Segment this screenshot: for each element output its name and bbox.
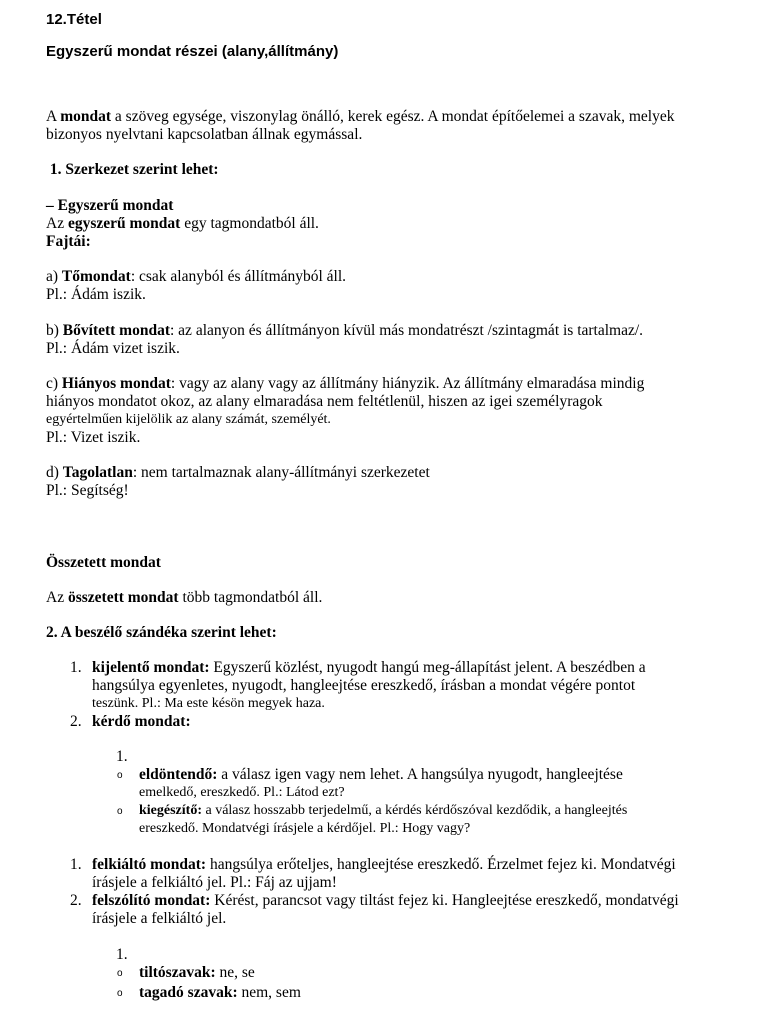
- list-number: 2.: [70, 892, 82, 909]
- intro-text: a szöveg egysége, viszonylag önálló, kerek egész. A mondat építőelemei a szavak, melyek: [111, 108, 675, 125]
- item-d: [46, 464, 430, 482]
- item-c-marker: c): [46, 375, 62, 392]
- item-a-marker: a): [46, 268, 62, 285]
- declarative-text: Egyszerű közlést, nyugodt hangú meg-állapítást jelent. A beszédben a: [209, 659, 646, 676]
- intro-line-2: bizonyos nyelvtani kapcsolatban állnak egymással.: [46, 126, 363, 143]
- prohibitive-words-text: ne, se: [215, 964, 255, 981]
- intro-text: A: [46, 108, 61, 125]
- compound-def-text: Az: [46, 589, 68, 606]
- section-1-heading-text: 1. Szerkezet szerint lehet:: [49, 161, 219, 178]
- declarative-line-2: hangsúlya egyenletes, nyugodt, hangleejtése ereszkedő, írásban a mondat végére pontot: [92, 677, 636, 694]
- bullet-icon: o: [117, 806, 123, 817]
- item-b-example: Pl.: Ádám vizet iszik.: [46, 340, 180, 357]
- yes-no-text: a válasz igen vagy nem lehet. A hangsúlya nyugodt, hangleejtése: [217, 766, 623, 783]
- simple-def-text: egy tagmondatból áll.: [180, 215, 319, 232]
- sub-list-number: 1.: [116, 748, 128, 765]
- kinds-label: [46, 233, 91, 251]
- item-d-example: Pl.: Segítség!: [46, 482, 129, 499]
- interrogative-item: [92, 713, 191, 731]
- compound-definition: [46, 589, 322, 607]
- imperative-term: felszólító mondat:: [92, 892, 211, 909]
- section-1-heading: [46, 161, 219, 179]
- imperative-line-2: írásjele a felkiáltó jel.: [92, 910, 227, 927]
- yes-no-term: eldöntendő:: [139, 766, 218, 783]
- item-c-text: : vagy az alany vagy az állítmány hiányzik. Az állítmány elmaradása mindig: [170, 375, 645, 392]
- wh-question-term: kiegészítő:: [139, 803, 202, 818]
- list-number: 2.: [70, 713, 82, 730]
- item-d-text: : nem tartalmaznak alany-állítmányi szerkezetet: [132, 464, 430, 481]
- item-c-example: Pl.: Vizet iszik.: [46, 429, 141, 446]
- negation-words-term: tagadó szavak:: [139, 984, 238, 1001]
- wh-question-item: [139, 802, 627, 820]
- document-title: Egyszerű mondat részei (alany,állítmány): [46, 43, 339, 60]
- yes-no-item: [139, 766, 623, 784]
- list-number: 1.: [70, 659, 82, 676]
- prohibitive-words-item: [139, 964, 255, 982]
- item-c-line-2: hiányos mondatot okoz, az alany elmaradása nem feltétlenül, hiszen az igei személyragok: [46, 393, 603, 410]
- list-number: 1.: [70, 856, 82, 873]
- exclamatory-text: hangsúlya erőteljes, hangleejtése ereszkedő. Érzelmet fejez ki. Mondatvégi: [206, 856, 676, 873]
- item-c-line-3: egyértelműen kijelölik az alany számát, személyét.: [46, 412, 331, 427]
- item-d-marker: d): [46, 464, 63, 481]
- item-a-example: Pl.: Ádám iszik.: [46, 286, 146, 303]
- item-a-term: Tőmondat: [61, 268, 131, 285]
- compound-def-text: több tagmondatból áll.: [178, 589, 323, 606]
- simple-def-text: Az: [46, 215, 68, 232]
- section-2-heading: [46, 624, 277, 642]
- simple-definition: [46, 215, 319, 233]
- compound-heading-text: Összetett mondat: [46, 554, 161, 571]
- interrogative-term: kérdő mondat:: [92, 713, 191, 730]
- section-2-heading-text: 2. A beszélő szándéka szerint lehet:: [46, 624, 277, 641]
- sub-list-number: 1.: [116, 946, 128, 963]
- bullet-icon: o: [117, 968, 123, 979]
- intro-line-1: [46, 108, 674, 126]
- document-heading: 12.Tétel: [46, 11, 102, 28]
- simple-def-term: egyszerű mondat: [67, 215, 181, 232]
- intro-term: mondat: [60, 108, 112, 125]
- bullet-icon: o: [117, 988, 123, 999]
- item-a: [46, 268, 346, 286]
- imperative-item: [92, 892, 679, 910]
- item-a-text: : csak alanyból és állítmányból áll.: [130, 268, 347, 285]
- item-b: [46, 322, 643, 340]
- declarative-term: kijelentő mondat:: [92, 659, 210, 676]
- compound-def-term: összetett mondat: [67, 589, 179, 606]
- prohibitive-words-term: tiltószavak:: [139, 964, 216, 981]
- item-b-text: : az alanyon és állítmányon kívül más mondatrészt /szintagmát is tartalmaz/.: [170, 322, 644, 339]
- kinds-label-text: Fajtái:: [46, 233, 91, 250]
- declarative-line-3: teszünk. Pl.: Ma este késön megyek haza.: [92, 696, 325, 711]
- item-b-term: Bővített mondat: [62, 322, 170, 339]
- wh-question-line-2: ereszkedő. Mondatvégi írásjele a kérdőjel. Pl.: Hogy vagy?: [139, 821, 471, 836]
- wh-question-text: a válasz hosszabb terjedelmű, a kérdés kérdőszóval kezdődik, a hangleejtés: [201, 803, 628, 818]
- bullet-icon: o: [117, 770, 123, 781]
- item-c-term: Hiányos mondat: [61, 375, 171, 392]
- item-b-marker: b): [46, 322, 63, 339]
- compound-heading: [46, 554, 161, 572]
- negation-words-text: nem, sem: [237, 984, 301, 1001]
- exclamatory-item: [92, 856, 676, 874]
- exclamatory-term: felkiáltó mondat:: [92, 856, 207, 873]
- item-d-term: Tagolatlan: [62, 464, 133, 481]
- imperative-text: Kérést, parancsot vagy tiltást fejez ki. Hangleejtése ereszkedő, mondatvégi: [210, 892, 679, 909]
- simple-heading: [46, 197, 173, 215]
- negation-words-item: [139, 984, 301, 1002]
- item-c: [46, 375, 644, 393]
- exclamatory-line-2: írásjele a felkiáltó jel. Pl.: Fáj az ujjam!: [92, 874, 337, 891]
- simple-heading-text: – Egyszerű mondat: [46, 197, 174, 214]
- declarative-item: [92, 659, 646, 677]
- yes-no-line-2: emelkedő, ereszkedő. Pl.: Látod ezt?: [139, 785, 345, 800]
